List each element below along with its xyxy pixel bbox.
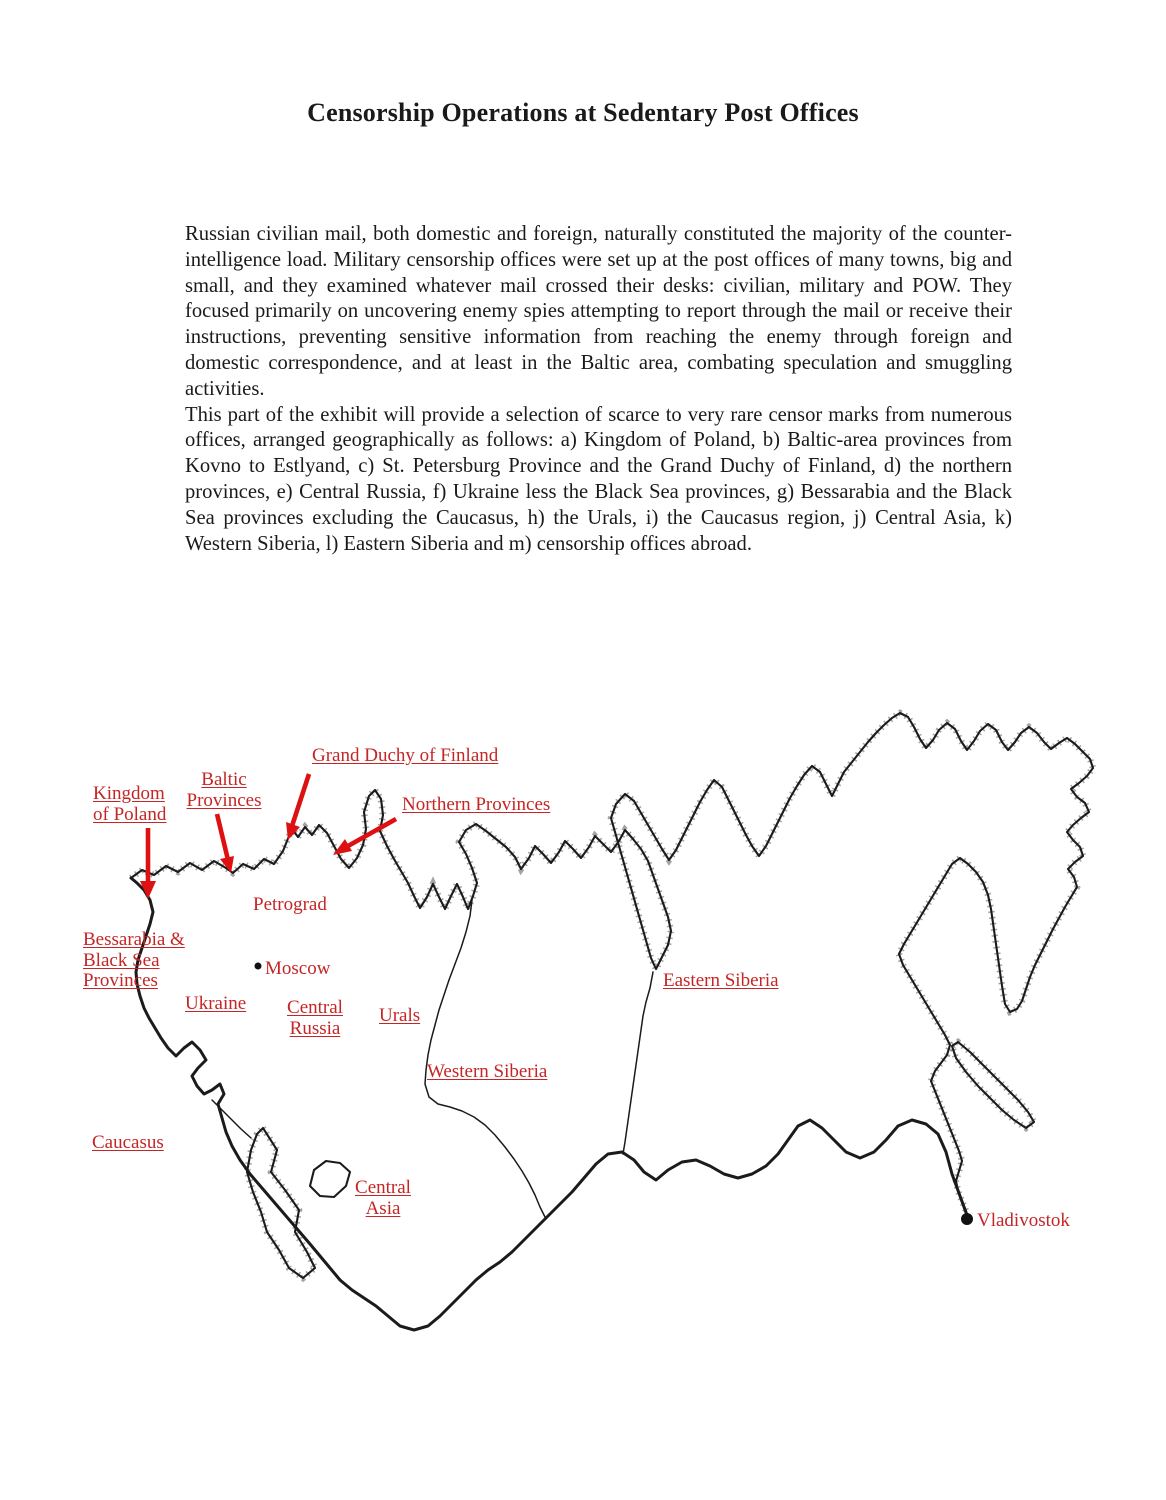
vladivostok-dot xyxy=(961,1213,973,1225)
grand-duchy-arrow xyxy=(292,774,309,826)
urals-west-siberia-boundary xyxy=(425,900,548,1217)
map-label-central-russia: Central Russia xyxy=(287,997,343,1039)
map-label-urals: Urals xyxy=(379,1005,421,1026)
land-border xyxy=(131,878,968,1330)
map-label-kingdom-of-poland: Kingdom of Poland xyxy=(93,783,167,825)
map-label-baltic-provinces: Baltic Provinces xyxy=(186,769,262,811)
northern-provinces-arrowhead xyxy=(333,839,352,855)
west-east-siberia-boundary xyxy=(623,972,653,1154)
map-label-northern-provinces: Northern Provinces xyxy=(402,794,551,815)
label-arrows xyxy=(140,774,396,899)
paragraph-2: This part of the exhibit will provide a selection of scarce to very rare censor marks from numerous offices, arranged geographically as follows: a) Kingdom of Poland, b) Baltic-area provinces from Kovno to Estlyand, c) St. Petersburg Province and the Grand Duchy of Finland, d) the northern provinces, e) Central Russia, f) Ukraine less the Black Sea provinces, g) Bessarabia and the Black Sea provinces excluding the Caucasus, h) the Urals, i) the Caucasus region, j) Central Asia, k) Western Siberia, l) Eastern Siberia and m) censorship offices abroad. xyxy=(185,403,1012,555)
caspian-sea xyxy=(247,1128,315,1278)
page-title: Censorship Operations at Sedentary Post Offices xyxy=(307,98,859,127)
sakhalin-island xyxy=(952,1042,1034,1128)
map-label-bessarabia-black-sea: Bessarabia & Black Sea Provinces xyxy=(83,929,185,991)
map-label-petrograd: Petrograd xyxy=(253,894,327,915)
map-label-ukraine: Ukraine xyxy=(185,993,247,1014)
map-label-eastern-siberia: Eastern Siberia xyxy=(663,970,779,991)
map-label-central-asia: Central Asia xyxy=(355,1177,411,1219)
caucasus-boundary xyxy=(212,1100,251,1138)
sakhalin-hachure xyxy=(952,1042,1034,1128)
map-label-moscow: Moscow xyxy=(265,958,331,979)
moscow-dot xyxy=(255,963,262,970)
northern-provinces-arrow xyxy=(348,819,396,846)
map-label-grand-duchy-of-finland: Grand Duchy of Finland xyxy=(312,745,499,766)
aral-sea xyxy=(310,1161,350,1197)
map-label-vladivostok: Vladivostok xyxy=(977,1210,1070,1231)
paragraph-1: Russian civilian mail, both domestic and foreign, naturally constituted the majority of the counter-intelligence load. Military censorship offices were set up at the post offices of many towns, big and small, and they examined whatever mail crossed their desks: civilian, military and POW. They focused primarily on uncovering enemy spies attempting to report through the mail or receive their instructions, preventing sensitive information from reaching the enemy through foreign and domestic correspondence, and at least in the Baltic area, combating speculation and smuggling activities. xyxy=(185,223,1012,400)
map-label-caucasus: Caucasus xyxy=(92,1132,164,1153)
baltic-provinces-arrow xyxy=(217,814,228,860)
map-label-western-siberia: Western Siberia xyxy=(427,1061,548,1082)
